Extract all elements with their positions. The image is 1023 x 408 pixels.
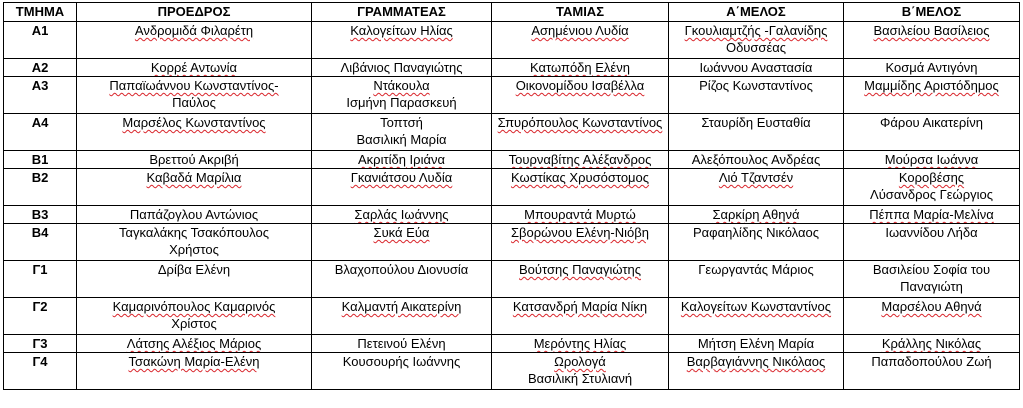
name-line: Μπουραντά Μυρτώ xyxy=(524,207,636,222)
name-line: Πετεινού Ελένη xyxy=(357,336,446,351)
name-line-wrap xyxy=(495,169,665,186)
name-line-wrap xyxy=(80,298,308,315)
name-line-wrap xyxy=(315,261,488,278)
member-a-cell xyxy=(669,353,844,390)
name-line-wrap xyxy=(495,335,665,352)
name-line-wrap xyxy=(847,298,1016,315)
name-line: Μερόντης Ηλίας xyxy=(533,336,627,351)
name-line-wrap xyxy=(847,186,1016,203)
name-line: Σαρκίρη Αθηνά xyxy=(712,207,800,222)
treasurer-cell xyxy=(492,151,669,169)
president-cell xyxy=(77,169,312,206)
name-line-wrap xyxy=(847,22,1016,39)
name-line-wrap xyxy=(495,224,665,241)
name-line-wrap xyxy=(80,241,308,258)
name-line: Ρίζος Κωνσταντίνος xyxy=(699,78,813,93)
name-line-wrap xyxy=(672,151,840,168)
name-line-wrap xyxy=(847,77,1016,94)
name-line: Ταγκαλάκης Τσακόπουλος xyxy=(119,225,269,240)
member-b-cell xyxy=(844,151,1020,169)
name-line: Λύσανδρος Γεώργιος xyxy=(870,187,993,202)
name-line: Οδυσσέας xyxy=(725,40,787,55)
president-cell xyxy=(77,335,312,353)
member-a-cell xyxy=(669,59,844,77)
column-header: Β΄ΜΕΛΟΣ xyxy=(844,3,1020,22)
table-row xyxy=(4,224,1020,261)
section-cell: Β1 xyxy=(4,151,77,169)
name-line-wrap xyxy=(495,77,665,94)
header-row xyxy=(4,3,1020,22)
secretary-cell xyxy=(312,114,492,151)
section-cell: Α2 xyxy=(4,59,77,77)
name-line-wrap xyxy=(80,77,308,94)
member-b-cell xyxy=(844,298,1020,335)
secretary-cell xyxy=(312,224,492,261)
secretary-cell xyxy=(312,169,492,206)
section-cell: Β4 xyxy=(4,224,77,261)
name-line-wrap xyxy=(80,315,308,332)
member-a-cell xyxy=(669,169,844,206)
member-b-cell xyxy=(844,224,1020,261)
treasurer-cell xyxy=(492,114,669,151)
name-line: Φάρου Αικατερίνη xyxy=(880,115,983,130)
name-line: Κοροβέσης xyxy=(898,170,965,185)
name-line: Βλαχοπούλου Διονυσία xyxy=(334,262,469,277)
name-line-wrap xyxy=(315,353,488,370)
president-cell xyxy=(77,114,312,151)
name-line: Κωστίκας Χρυσόστομος xyxy=(510,170,650,185)
name-line-wrap xyxy=(847,335,1016,352)
name-line-wrap xyxy=(495,22,665,39)
table-row xyxy=(4,335,1020,353)
name-line: Παύλος xyxy=(172,95,216,110)
name-line: Παπαδοπούλου Ζωή xyxy=(871,354,992,369)
member-a-cell xyxy=(669,114,844,151)
section-cell: Α1 xyxy=(4,22,77,59)
committee-table xyxy=(3,2,1020,390)
name-line: Βασιλική Στυλιανή xyxy=(527,371,633,386)
name-line-wrap xyxy=(495,206,665,223)
member-b-cell xyxy=(844,261,1020,298)
name-line: Χρήστος xyxy=(169,242,219,257)
name-line: Αλεξόπουλος Ανδρέας xyxy=(691,152,821,167)
name-line: Πέππα Μαρία-Μελίνα xyxy=(869,207,994,222)
name-line: Ισμήνη Παρασκευή xyxy=(346,95,457,110)
section-cell: Γ4 xyxy=(4,353,77,390)
section-cell: Γ3 xyxy=(4,335,77,353)
table-row xyxy=(4,261,1020,298)
treasurer-cell xyxy=(492,22,669,59)
name-line-wrap xyxy=(672,261,840,278)
member-b-cell xyxy=(844,59,1020,77)
name-line-wrap xyxy=(80,114,308,131)
name-line-wrap xyxy=(315,151,488,168)
table-row xyxy=(4,206,1020,224)
name-line: Ανδρομιδά Φιλαρέτη xyxy=(134,23,254,38)
column-header: ΤΜΗΜΑ xyxy=(4,3,77,22)
table-row xyxy=(4,114,1020,151)
name-line-wrap xyxy=(847,114,1016,131)
name-line: Λάτσης Αλέξιος Μάριος xyxy=(126,336,262,351)
column-header: Α΄ΜΕΛΟΣ xyxy=(669,3,844,22)
name-line-wrap xyxy=(80,353,308,370)
name-line: Κατσανδρή Μαρία Νίκη xyxy=(512,299,648,314)
treasurer-cell xyxy=(492,353,669,390)
name-line: Ωρολογά xyxy=(554,354,606,369)
name-line: Καλογείτων Κωνσταντίνος xyxy=(680,299,832,314)
section-cell: Α4 xyxy=(4,114,77,151)
name-line: Μαρσέλου Αθηνά xyxy=(881,299,982,314)
treasurer-cell xyxy=(492,77,669,114)
name-line-wrap xyxy=(847,353,1016,370)
name-line-wrap xyxy=(847,151,1016,168)
name-line-wrap xyxy=(672,335,840,352)
name-line-wrap xyxy=(315,131,488,148)
name-line-wrap xyxy=(495,261,665,278)
member-b-cell xyxy=(844,206,1020,224)
member-a-cell xyxy=(669,77,844,114)
treasurer-cell xyxy=(492,224,669,261)
name-line: Βρεττού Ακριβή xyxy=(149,152,239,167)
name-line: Τσακώνη Μαρία-Ελένη xyxy=(128,354,260,369)
name-line: Μαρσέλος Κωνσταντίνος xyxy=(122,115,266,130)
treasurer-cell xyxy=(492,298,669,335)
name-line: Γεωργαντάς Μάριος xyxy=(698,262,814,277)
column-header: ΠΡΟΕΔΡΟΣ xyxy=(77,3,312,22)
name-line: Ιωαννίδου Λήδα xyxy=(885,225,978,240)
member-a-cell xyxy=(669,206,844,224)
name-line: Τουρναβίτης Αλέξανδρος xyxy=(508,152,652,167)
table-row xyxy=(4,22,1020,59)
name-line: Κατωπόδη Ελένη xyxy=(530,60,630,75)
name-line-wrap xyxy=(847,261,1016,278)
name-line-wrap xyxy=(315,77,488,94)
name-line-wrap xyxy=(315,298,488,315)
member-a-cell xyxy=(669,335,844,353)
name-line: Χρίστος xyxy=(171,316,217,331)
section-cell: Α3 xyxy=(4,77,77,114)
name-line-wrap xyxy=(672,169,840,186)
name-line: Καβαδά Μαρίλια xyxy=(146,170,242,185)
president-cell xyxy=(77,59,312,77)
table-row xyxy=(4,353,1020,390)
name-line-wrap xyxy=(672,298,840,315)
name-line-wrap xyxy=(672,77,840,94)
name-line-wrap xyxy=(847,224,1016,241)
name-line: Καμαρινόπουλος Καμαρινός xyxy=(112,299,276,314)
name-line: Ασημένιου Λυδία xyxy=(531,23,629,38)
name-line-wrap xyxy=(672,206,840,223)
treasurer-cell xyxy=(492,59,669,77)
member-b-cell xyxy=(844,114,1020,151)
name-line: Μούρσα Ιωάννα xyxy=(884,152,979,167)
name-line-wrap xyxy=(315,114,488,131)
table-row xyxy=(4,151,1020,169)
name-line: Γκανιάτσου Λυδία xyxy=(350,170,453,185)
name-line: Ιωάννου Αναστασία xyxy=(699,60,813,75)
name-line: Τοπτσή xyxy=(380,115,423,130)
president-cell xyxy=(77,224,312,261)
president-cell xyxy=(77,206,312,224)
name-line-wrap xyxy=(80,224,308,241)
name-line: Οικονομίδου Ισαβέλλα xyxy=(515,78,645,93)
section-cell: Β2 xyxy=(4,169,77,206)
name-line: Σαρλάς Ιωάννης xyxy=(354,207,449,222)
name-line: Βασιλείου Βασίλειος xyxy=(873,23,990,38)
name-line: Λιό Τζαντσέν xyxy=(718,170,794,185)
name-line: Σπυρόπουλος Κωνσταντίνος xyxy=(497,115,663,130)
name-line-wrap xyxy=(495,298,665,315)
name-line-wrap xyxy=(672,22,840,39)
name-line: Βασιλείου Σοφία του xyxy=(872,262,991,277)
president-cell xyxy=(77,353,312,390)
member-a-cell xyxy=(669,151,844,169)
secretary-cell xyxy=(312,206,492,224)
name-line-wrap xyxy=(315,224,488,241)
president-cell xyxy=(77,261,312,298)
name-line-wrap xyxy=(672,114,840,131)
name-line-wrap xyxy=(315,335,488,352)
name-line: Παναγιώτη xyxy=(900,279,963,294)
name-line: Λιβάνιος Παναγιώτης xyxy=(340,60,463,75)
president-cell xyxy=(77,22,312,59)
name-line-wrap xyxy=(80,169,308,186)
name-line: Κουσουρής Ιωάννης xyxy=(342,354,461,369)
name-line: Καλογείτων Ηλίας xyxy=(350,23,453,38)
secretary-cell xyxy=(312,151,492,169)
member-b-cell xyxy=(844,353,1020,390)
secretary-cell xyxy=(312,353,492,390)
name-line-wrap xyxy=(672,224,840,241)
name-line-wrap xyxy=(672,353,840,370)
section-cell: Γ2 xyxy=(4,298,77,335)
name-line-wrap xyxy=(315,169,488,186)
member-a-cell xyxy=(669,261,844,298)
name-line: Μήτση Ελένη Μαρία xyxy=(697,336,815,351)
member-b-cell xyxy=(844,169,1020,206)
name-line-wrap xyxy=(495,370,665,387)
member-b-cell xyxy=(844,335,1020,353)
member-b-cell xyxy=(844,22,1020,59)
name-line: Βασιλική Μαρία xyxy=(356,132,447,147)
secretary-cell xyxy=(312,335,492,353)
section-cell: Β3 xyxy=(4,206,77,224)
table-row xyxy=(4,77,1020,114)
treasurer-cell xyxy=(492,206,669,224)
name-line-wrap xyxy=(672,59,840,76)
name-line: Γκουλιαμτζής -Γαλανίδης xyxy=(684,23,828,38)
member-a-cell xyxy=(669,22,844,59)
name-line-wrap xyxy=(315,22,488,39)
name-line: Ακριτίδη Ιριάνα xyxy=(358,152,445,167)
name-line-wrap xyxy=(847,278,1016,295)
secretary-cell xyxy=(312,77,492,114)
name-line: Βαρβαγιάννης Νικόλαος xyxy=(686,354,826,369)
name-line-wrap xyxy=(80,261,308,278)
name-line-wrap xyxy=(80,206,308,223)
name-line: Μαμμίδης Αριστόδημος xyxy=(864,78,999,93)
treasurer-cell xyxy=(492,169,669,206)
name-line: Κορρέ Αντωνία xyxy=(150,60,238,75)
name-line: Σβορώνου Ελένη-Νιόβη xyxy=(511,225,649,240)
president-cell xyxy=(77,77,312,114)
name-line: Ραφαηλίδης Νικόλαος xyxy=(692,225,819,240)
name-line: Σταυρίδη Ευσταθία xyxy=(701,115,811,130)
name-line-wrap xyxy=(315,206,488,223)
name-line-wrap xyxy=(315,59,488,76)
column-header: ΤΑΜΙΑΣ xyxy=(492,3,669,22)
table-row xyxy=(4,59,1020,77)
name-line-wrap xyxy=(80,22,308,39)
secretary-cell xyxy=(312,22,492,59)
name-line: Καλμαντή Αικατερίνη xyxy=(341,299,462,314)
president-cell xyxy=(77,151,312,169)
member-b-cell xyxy=(844,77,1020,114)
member-a-cell xyxy=(669,224,844,261)
name-line: Δρίβα Ελένη xyxy=(157,262,231,277)
secretary-cell xyxy=(312,298,492,335)
name-line-wrap xyxy=(495,151,665,168)
name-line: Παπάζογλου Αντώνιος xyxy=(129,207,259,222)
name-line: Παπαϊωάννου Κωνσταντίνος- xyxy=(109,78,279,93)
name-line-wrap xyxy=(847,169,1016,186)
secretary-cell xyxy=(312,59,492,77)
name-line-wrap xyxy=(495,59,665,76)
name-line-wrap xyxy=(672,39,840,56)
name-line-wrap xyxy=(315,94,488,111)
name-line: Κοσμά Αντιγόνη xyxy=(885,60,978,75)
president-cell xyxy=(77,298,312,335)
treasurer-cell xyxy=(492,261,669,298)
name-line-wrap xyxy=(495,114,665,131)
table-row xyxy=(4,169,1020,206)
name-line-wrap xyxy=(80,151,308,168)
name-line-wrap xyxy=(847,59,1016,76)
member-a-cell xyxy=(669,298,844,335)
name-line-wrap xyxy=(80,59,308,76)
name-line-wrap xyxy=(80,335,308,352)
name-line: Κράλλης Νικόλας xyxy=(881,336,982,351)
secretary-cell xyxy=(312,261,492,298)
table-row xyxy=(4,298,1020,335)
name-line: Συκά Εύα xyxy=(373,225,430,240)
name-line-wrap xyxy=(80,94,308,111)
name-line-wrap xyxy=(847,206,1016,223)
name-line: Βούτσης Παναγιώτης xyxy=(519,262,641,277)
column-header: ΓΡΑΜΜΑΤΕΑΣ xyxy=(312,3,492,22)
name-line: Ντάκουλα xyxy=(373,78,430,93)
section-cell: Γ1 xyxy=(4,261,77,298)
treasurer-cell xyxy=(492,335,669,353)
name-line-wrap xyxy=(495,353,665,370)
